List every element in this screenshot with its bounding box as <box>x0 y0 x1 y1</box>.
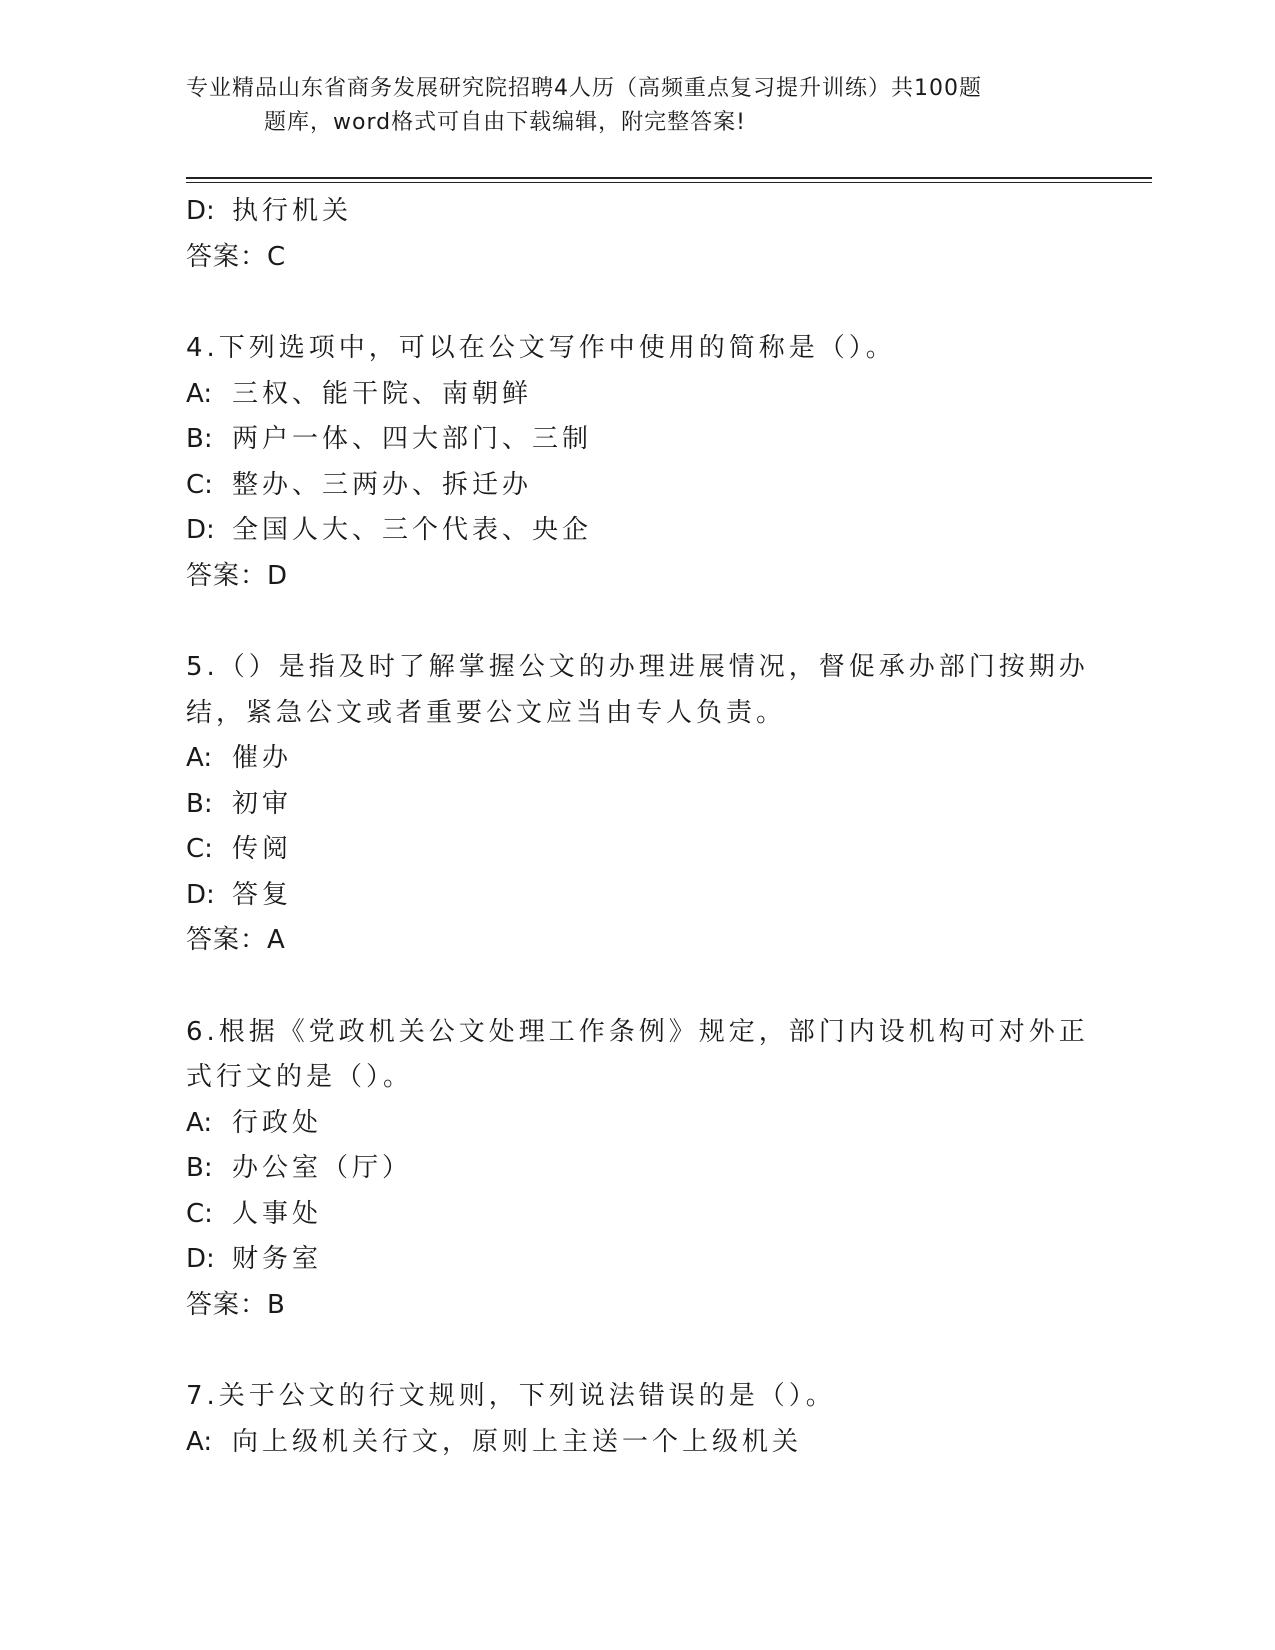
option-a: A: 向上级机关行文，原则上主送一个上级机关 <box>186 1426 803 1457</box>
option-d: D: 全国人大、三个代表、央企 <box>186 515 593 545</box>
header-title-line-2: 题库，word格式可自由下载编辑，附完整答案! <box>264 110 746 135</box>
option-c: C: 整办、三两办、拆迁办 <box>186 469 533 500</box>
option-c: C: 传阅 <box>186 834 293 864</box>
option-d: D: 财务室 <box>186 1244 323 1274</box>
spacer <box>186 1328 1066 1374</box>
option-text: 催办 <box>232 743 293 773</box>
option-text: 人事处 <box>232 1198 323 1229</box>
header-title-line-1: 专业精品山东省商务发展研究院招聘4人历（高频重点复习提升训练）共100题 <box>186 76 982 101</box>
option-a: A: 催办 <box>186 743 293 773</box>
spacer <box>186 280 1066 326</box>
option-a: A: 三权、能干院、南朝鲜 <box>186 378 533 409</box>
option-text: 全国人大、三个代表、央企 <box>232 515 593 545</box>
option-text: 初审 <box>232 788 293 819</box>
option-b: B: 两户一体、四大部门、三制 <box>186 424 593 454</box>
question-5-stem-line-2: 结，紧急公文或者重要公文应当由专人负责。 <box>186 697 787 728</box>
option-text: 两户一体、四大部门、三制 <box>232 424 593 454</box>
option-text: 财务室 <box>232 1244 323 1274</box>
option-d: D: 执行机关 <box>186 196 353 226</box>
answer-line: 答案：C <box>186 241 287 272</box>
spacer <box>186 599 1066 645</box>
option-text: 三权、能干院、南朝鲜 <box>232 378 533 409</box>
option-a: A: 行政处 <box>186 1107 323 1138</box>
option-c: C: 人事处 <box>186 1198 323 1229</box>
question-6-stem-line-2: 式行文的是（）。 <box>186 1062 414 1092</box>
document-header <box>186 72 1066 140</box>
question-list <box>186 189 1089 1465</box>
answer-line: 答案：A <box>186 925 286 955</box>
question-6-stem-line-1: 6.根据《党政机关公文处理工作条例》规定，部门内设机构可对外正 <box>186 1016 1089 1047</box>
option-text: 整办、三两办、拆迁办 <box>232 469 533 500</box>
question-5-stem-line-1: 5.（）是指及时了解掌握公文的办理进展情况，督促承办部门按期办 <box>186 652 1089 682</box>
question-7-stem: 7.关于公文的行文规则，下列说法错误的是（）。 <box>186 1381 836 1411</box>
option-d: D: 答复 <box>186 879 293 910</box>
header-divider-thin <box>186 182 1152 183</box>
option-text: 传阅 <box>232 834 293 864</box>
option-b: B: 初审 <box>186 788 293 819</box>
spacer <box>186 964 1066 1010</box>
option-b: B: 办公室（厅） <box>186 1153 413 1183</box>
question-4-stem: 4.下列选项中，可以在公文写作中使用的简称是（）。 <box>186 333 896 363</box>
option-text: 执行机关 <box>232 196 353 226</box>
option-text: 答复 <box>232 879 293 910</box>
option-text: 办公室（厅） <box>232 1153 413 1183</box>
answer-line: 答案：B <box>186 1289 286 1320</box>
header-divider <box>186 177 1152 179</box>
option-text: 向上级机关行文，原则上主送一个上级机关 <box>232 1426 803 1457</box>
option-text: 行政处 <box>232 1107 323 1138</box>
answer-line: 答案：D <box>186 560 289 591</box>
